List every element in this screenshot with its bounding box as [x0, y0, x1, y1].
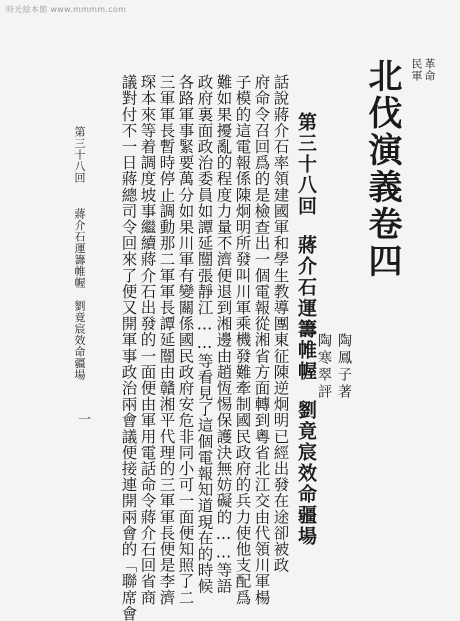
footer-title-a: 蔣介石運籌帷幄 — [73, 208, 86, 289]
author-2-role: 評 — [316, 384, 332, 401]
author-1 — [337, 333, 351, 401]
watermark: 時光絵本館 www.mmmm.com — [6, 5, 127, 14]
text-column: 琛本來等着調度坡事繼續蔣介石出發的一面便由軍用電話命令蔣介石回省商 — [138, 74, 157, 606]
footer-title-b: 劉竟宸效命疆場 — [73, 300, 86, 381]
text-column: 難如果擾亂的程度力量不濟便退到湘邊由趙恆惕保護決無妨礙的……等語 — [214, 74, 233, 595]
series-label-2: 民軍 — [410, 58, 423, 82]
text-column: 議對付不一日蔣總司令回來了便又開軍事政治兩會議便接連開兩會的「聯席會 — [119, 74, 138, 621]
chapter-title-a: 蔣介石運籌帷幄 — [295, 235, 317, 382]
author-1-role: 著 — [336, 384, 352, 401]
series-label-1: 革命 — [423, 58, 436, 82]
page-number: 一 — [75, 412, 90, 426]
text-column: 政府裏面政治委員如譚延闓張靜江……等看見了這個電報知道現在的時候 — [195, 74, 214, 595]
text-column: 話說蔣介石率領建國軍和學生教導團東征陳逆炯明已經出發在途卻被政 — [271, 74, 290, 574]
text-column: 各路軍事緊要萬分如果川軍有變關係國民政府安危非同小可一面便知照了二 — [176, 74, 195, 606]
chapter-title-b: 劉竟宸效命疆場 — [295, 400, 317, 547]
author-2 — [317, 333, 331, 401]
footer-chapter: 第三十八回 — [73, 126, 86, 184]
chapter-heading — [296, 112, 315, 547]
text-column: 府命令召回爲的是檢查出一個電報從湘省方面轉到粵省北江交由代領川軍楊 — [252, 74, 271, 606]
text-column: 子模的這電報係陳炯明所發叫川軍乘機發難牽制國民政府的兵力使他支配爲 — [233, 74, 252, 606]
text-column: 三軍軍長暫時停止調動那二軍軍長譚延闓由贛湘平代理的三軍軍長便是李濟 — [157, 74, 176, 606]
chapter-number: 第三十八回 — [295, 112, 317, 217]
book-title: 北伐演義卷四 — [362, 58, 402, 280]
author-1-name: 陶鳳子 — [336, 333, 352, 384]
author-2-name: 陶寒翠 — [316, 333, 332, 384]
